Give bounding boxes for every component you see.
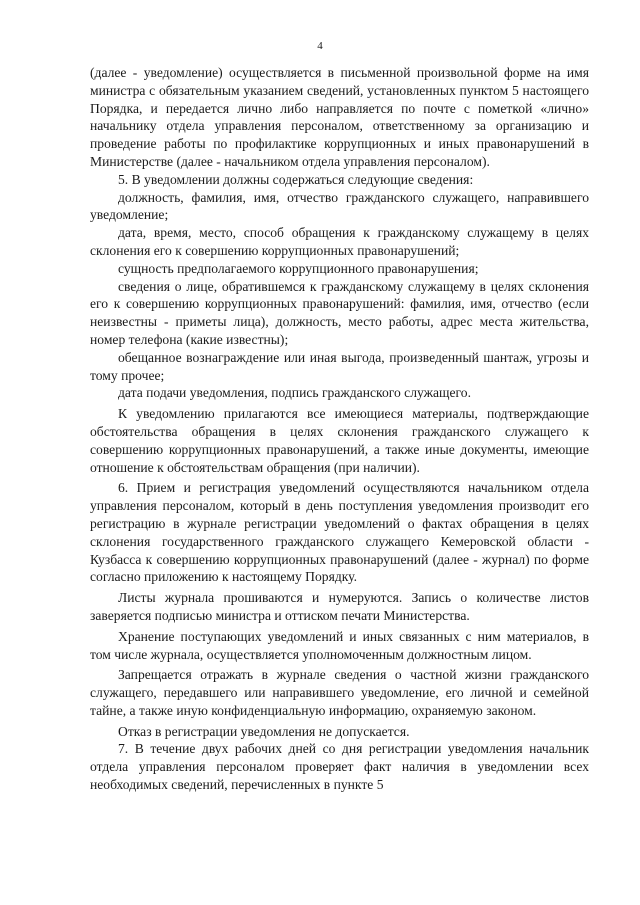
paragraph-item-6: 6. Прием и регистрация уведомлений осуществляются начальником отдела управления персоналом, который в день поступления уведомления производит его регистрацию в журнале регистрации уведомлений о фактах обращения в целях склонения государственного гражданского служащего Кемеровской области - Кузбасса к совершению коррупционных правонарушений (далее - журнал) по форме согласно приложению к настоящему Порядку.	[90, 480, 589, 585]
page-number: 4	[317, 40, 323, 52]
paragraph-attachments: К уведомлению прилагаются все имеющиеся материалы, подтверждающие обстоятельства обращения в целях склонения гражданского служащего к совершению коррупционных правонарушений, а также иные документы, имеющие отношение к обстоятельствам обращения (при наличии).	[90, 406, 589, 475]
paragraph-storage: Хранение поступающих уведомлений и иных связанных с ним материалов, в том числе журнала, осуществляется уполномоченным должностным лицом.	[90, 628, 589, 662]
paragraph-item-7: 7. В течение двух рабочих дней со дня регистрации уведомления начальник отдела управления персоналом проверяет факт наличия в уведомлении всех необходимых сведений, перечисленных в пункте 5	[90, 741, 589, 793]
paragraph-item-5: 5. В уведомлении должны содержаться следующие сведения:	[118, 171, 474, 187]
paragraph-journal-sheets: Листы журнала прошиваются и нумеруются. Запись о количестве листов заверяется подписью министра и оттиском печати Министерства.	[90, 590, 589, 623]
paragraph-continuation: (далее - уведомление) осуществляется в письменной произвольной форме на имя министра с обязательным указанием сведений, установленных пунктом 5 настоящего Порядка, и передается лично либо направляется по почте с пометкой «лично» начальнику отдела управления персоналом, ответственному за организацию и проведение работы по профилактике коррупционных и иных правонарушений в Министерстве (далее - начальником отдела управления персоналом).	[90, 65, 589, 169]
paragraph-prohibition: Запрещается отражать в журнале сведения о частной жизни гражданского служащего, передавшего или направившего уведомление, его личной и семейной тайне, а также иную конфиденциальную информацию, охраняемую законом.	[90, 667, 589, 718]
paragraph-date-time-place: дата, время, место, способ обращения к гражданскому служащему в целях склонения его к совершению коррупционных правонарушений;	[90, 225, 589, 258]
paragraph-refusal: Отказ в регистрации уведомления не допускается.	[118, 723, 410, 739]
paragraph-submission-date: дата подачи уведомления, подпись гражданского служащего.	[118, 385, 471, 401]
paragraph-person-info: сведения о лице, обратившемся к гражданскому служащему в целях склонения его к совершению коррупционных правонарушений: фамилия, имя, отчество (если неизвестны - приметы лица), должность, место работы, адрес места жительства, номер телефона (какие известны);	[90, 278, 589, 347]
document-body	[90, 64, 589, 794]
paragraph-essence: сущность предполагаемого коррупционного правонарушения;	[118, 260, 479, 276]
paragraph-position-name: должность, фамилия, имя, отчество гражданского служащего, направившего уведомление;	[90, 189, 589, 223]
paragraph-reward: обещанное вознаграждение или иная выгода, произведенный шантаж, угрозы и тому прочее;	[90, 349, 589, 383]
